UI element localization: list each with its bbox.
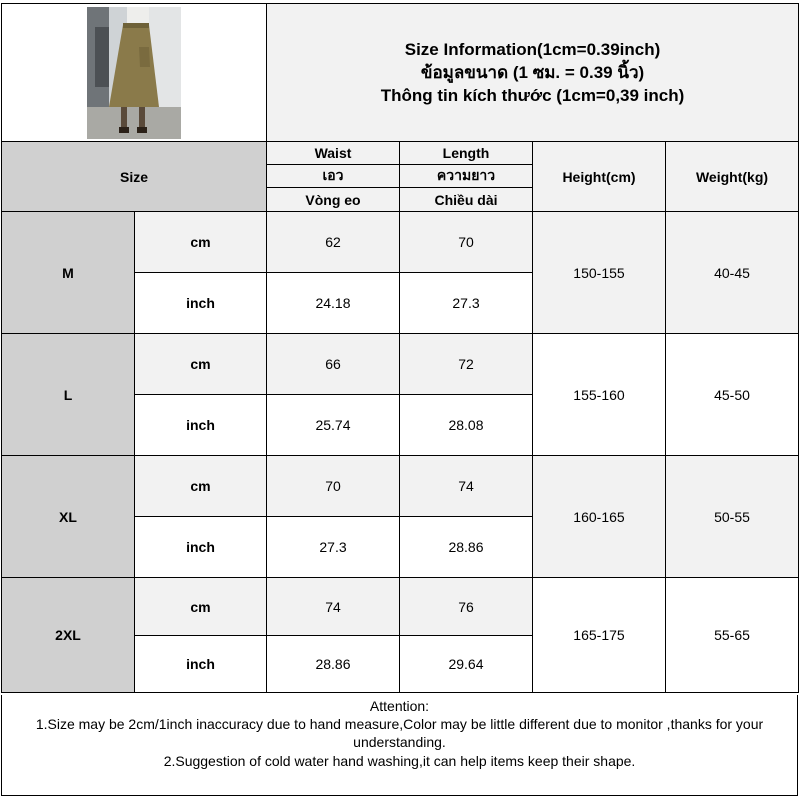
attention-note-1: 1.Size may be 2cm/1inch inaccuracy due to hand measure,Color may be little different due to monitor ,thanks for your understanding. — [35, 716, 764, 750]
waist-inch-value: 24.18 — [267, 273, 400, 334]
waist-header-vi: Vòng eo — [267, 188, 400, 212]
weight-range: 50-55 — [666, 456, 799, 578]
weight-header: Weight(kg) — [666, 142, 799, 212]
unit-label-inch: inch — [135, 636, 267, 693]
waist-cm-value: 66 — [267, 334, 400, 395]
waist-inch-value: 25.74 — [267, 395, 400, 456]
waist-cm-value: 74 — [267, 578, 400, 636]
waist-header-en: Waist — [267, 142, 400, 165]
size-code: XL — [2, 456, 135, 578]
waist-cm-value: 62 — [267, 212, 400, 273]
length-header-vi: Chiều dài — [400, 188, 533, 212]
length-inch-value: 29.64 — [400, 636, 533, 693]
length-header-en: Length — [400, 142, 533, 165]
waist-header-th: เอว — [267, 165, 400, 188]
size-code: M — [2, 212, 135, 334]
height-range: 155-160 — [533, 334, 666, 456]
unit-label-inch: inch — [135, 517, 267, 578]
length-inch-value: 28.08 — [400, 395, 533, 456]
unit-label-cm: cm — [135, 456, 267, 517]
height-header: Height(cm) — [533, 142, 666, 212]
attention-note-2: 2.Suggestion of cold water hand washing,it can help items keep their shape. — [163, 753, 636, 769]
unit-label-cm: cm — [135, 212, 267, 273]
length-inch-value: 28.86 — [400, 517, 533, 578]
attention-title: Attention: — [369, 698, 430, 714]
size-header: Size — [2, 142, 267, 212]
attention-notes — [1, 695, 798, 796]
unit-label-cm: cm — [135, 334, 267, 395]
length-cm-value: 72 — [400, 334, 533, 395]
title-english: Size Information(1cm=0.39inch) — [404, 40, 661, 59]
waist-inch-value: 28.86 — [267, 636, 400, 693]
product-photo-cell — [2, 4, 267, 142]
product-photo — [87, 7, 181, 139]
size-code: 2XL — [2, 578, 135, 693]
length-header-th: ความยาว — [400, 165, 533, 188]
title-thai: ข้อมูลขนาด (1 ซม. = 0.39 นิ้ว) — [420, 63, 645, 82]
height-range: 160-165 — [533, 456, 666, 578]
size-table — [1, 3, 799, 693]
weight-range: 55-65 — [666, 578, 799, 693]
length-cm-value: 74 — [400, 456, 533, 517]
length-inch-value: 27.3 — [400, 273, 533, 334]
weight-range: 45-50 — [666, 334, 799, 456]
unit-label-inch: inch — [135, 395, 267, 456]
size-code: L — [2, 334, 135, 456]
height-range: 150-155 — [533, 212, 666, 334]
size-info-title — [267, 4, 799, 142]
unit-label-cm: cm — [135, 578, 267, 636]
title-vietnamese: Thông tin kích thước (1cm=0,39 inch) — [380, 86, 685, 105]
length-cm-value: 76 — [400, 578, 533, 636]
length-cm-value: 70 — [400, 212, 533, 273]
waist-inch-value: 27.3 — [267, 517, 400, 578]
unit-label-inch: inch — [135, 273, 267, 334]
height-range: 165-175 — [533, 578, 666, 693]
waist-cm-value: 70 — [267, 456, 400, 517]
weight-range: 40-45 — [666, 212, 799, 334]
